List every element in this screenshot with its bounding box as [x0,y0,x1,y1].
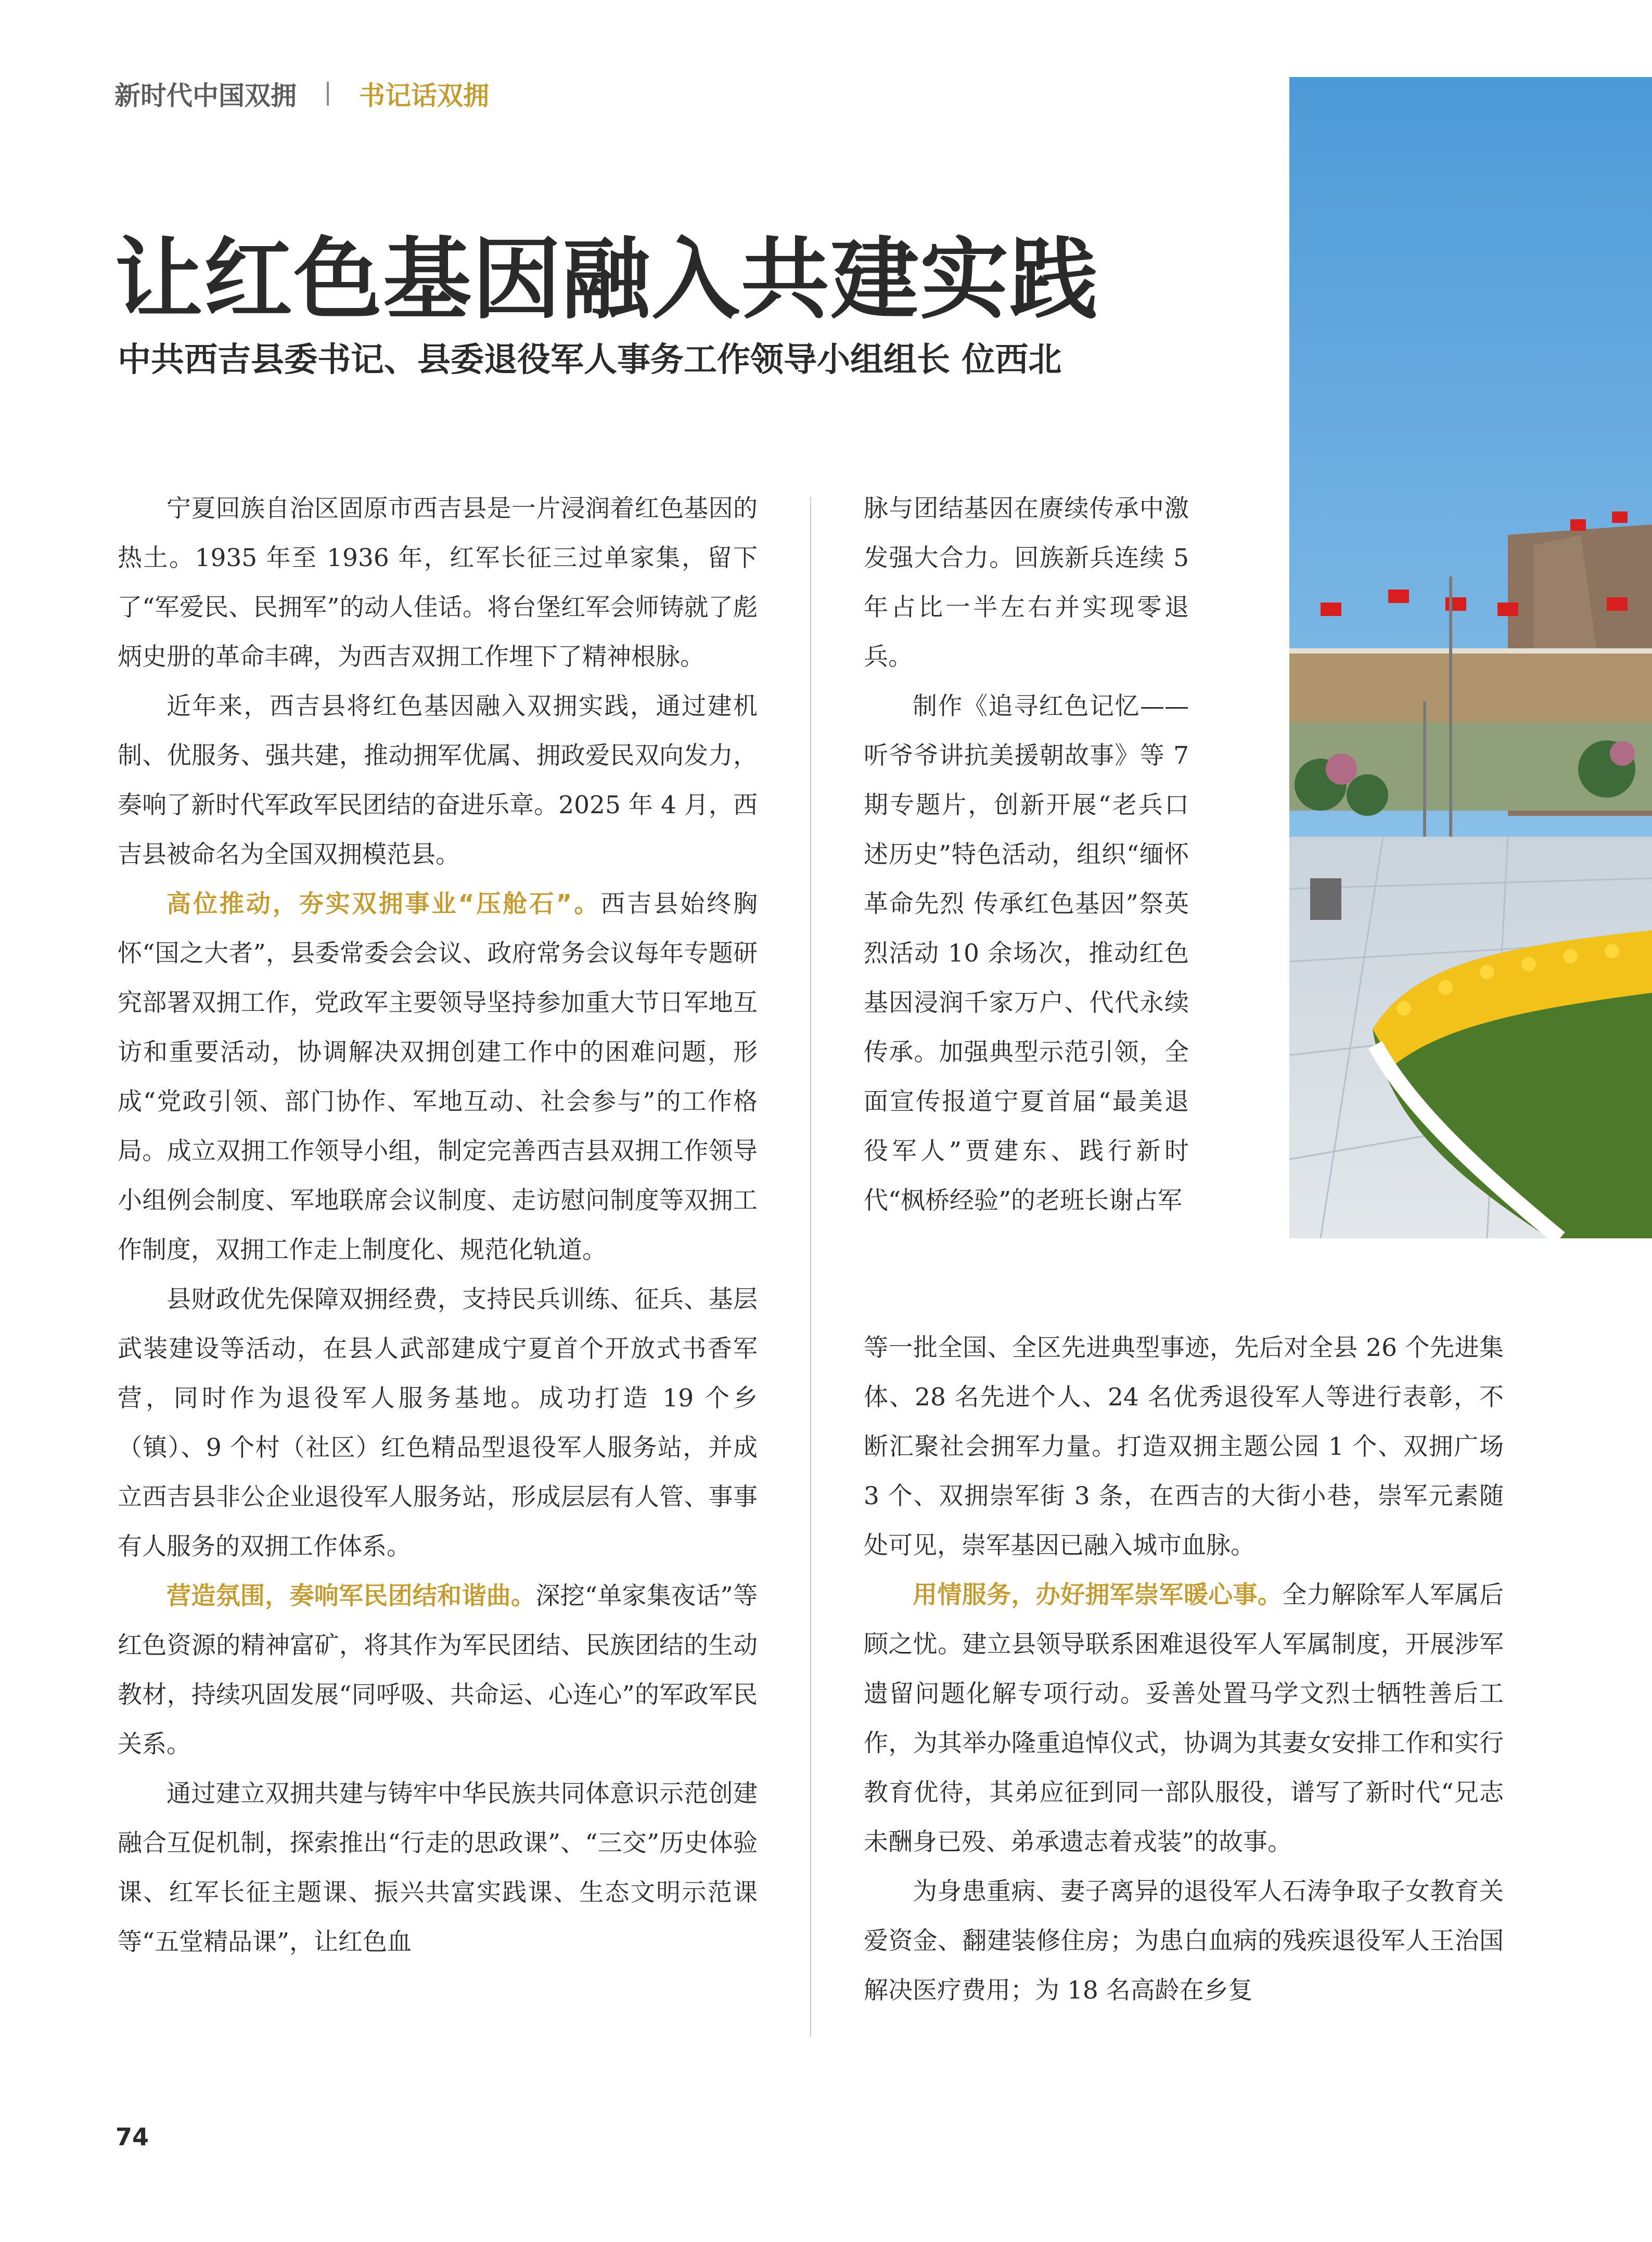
paragraph-body: 全力解除军人军属后顾之忧。建立县领导联系困难退役军人军属制度，开展涉军遗留问题化解专项行动。妥善处置马学文烈士牺牲善后工作，为其举办隆重追悼仪式，协调为其妻女安排工作和实行教育优待，其弟应征到同一部队服役，谱写了新时代“兄志未酬身已殁、弟承遗志着戎装”的故事。 [864,1581,1504,1856]
page-number: 74 [116,2123,149,2151]
paragraph-body: 深挖“单家集夜话”等红色资源的精神富矿，将其作为军民团结、民族团结的生动教材，持续巩固发展“同呼吸、共命运、心连心”的军政军民关系。 [118,1582,758,1759]
paragraph: 近年来，西吉县将红色基因融入双拥实践，通过建机制、优服务、强共建，推动拥军优属、拥政爱民双向发力，奏响了新时代军政军民团结的奋进乐章。2025 年 4 月，西吉县被命名为全国双拥模范县。 [118,692,758,869]
header-divider [327,82,329,106]
section-name: 新时代中国双拥 [114,81,297,111]
paragraph [864,1570,1504,1867]
monument-photo [1289,77,1652,1238]
column-divider [810,497,811,2037]
text-column-right-wide [864,1323,1504,2015]
column-name: 书记话双拥 [359,81,489,111]
section-lead: 营造氛围，奏响军民团结和谐曲。 [167,1582,536,1610]
paragraph-body: 西吉县始终胸怀“国之大者”，县委常委会会议、政府常务会议每年专题研究部署双拥工作，党政军主要领导坚持参加重大节日军地互访和重要活动，协调解决双拥创建工作中的困难问题，形成“党政引领、部门协作、军地互动、社会参与”的工作格局。成立双拥工作领导小组，制定完善西吉县双拥工作领导小组例会制度、军地联席会议制度、走访慰问制度等双拥工作制度，双拥工作走上制度化、规范化轨道。 [118,890,758,1264]
section-lead: 用情服务，办好拥军崇军暖心事。 [913,1581,1283,1609]
article-title: 让红色基因融入共建实践 [114,227,1099,331]
text-column-left [118,484,758,1967]
paragraph: 脉与团结基因在赓续传承中激发强大合力。回族新兵连续 5 年占比一半左右并实现零退兵。 [864,494,1189,671]
text-column-right-narrow [864,484,1189,1225]
paragraph: 通过建立双拥共建与铸牢中华民族共同体意识示范创建融合互促机制，探索推出“行走的思政课”、“三交”历史体验课、红军长征主题课、振兴共富实践课、生态文明示范课等“五堂精品课”，让红色血 [118,1779,758,1956]
running-header [114,73,489,114]
paragraph: 制作《追寻红色记忆——听爷爷讲抗美援朝故事》等 7 期专题片，创新开展“老兵口述历史”特色活动，组织“缅怀革命先烈 传承红色基因”祭英烈活动 10 余场次，推动红色基因浸润千家万户、代代永续传承。加强典型示范引领，全面宣传报道宁夏首届“最美退役军人”贾建东、践行新时代“枫桥经验”的老班长谢占军 [864,692,1189,1215]
paragraph: 等一批全国、全区先进典型事迹，先后对全县 26 个先进集体、28 名先进个人、24 名优秀退役军人等进行表彰，不断汇聚社会拥军力量。打造双拥主题公园 1 个、双拥广场 3 个、双拥崇军街 3 条，在西吉的大街小巷，崇军元素随处可见，崇军基因已融入城市血脉。 [864,1334,1504,1560]
section-lead: 高位推动，夯实双拥事业“压舱石”。 [167,890,601,918]
paragraph: 县财政优先保障双拥经费，支持民兵训练、征兵、基层武装建设等活动，在县人武部建成宁夏首个开放式书香军营，同时作为退役军人服务基地。成功打造 19 个乡（镇）、9 个村（社区）红色精品型退役军人服务站，并成立西吉县非公企业退役军人服务站，形成层层有人管、事事有人服务的双拥工作体系。 [118,1285,758,1561]
paragraph: 宁夏回族自治区固原市西吉县是一片浸润着红色基因的热土。1935 年至 1936 年，红军长征三过单家集，留下了“军爱民、民拥军”的动人佳话。将台堡红军会师铸就了彪炳史册的革命丰碑，为西吉双拥工作埋下了精神根脉。 [118,494,758,671]
article-subtitle: 中共西吉县委书记、县委退役军人事务工作领导小组组长 位西北 [118,341,1062,379]
paragraph [118,1571,758,1769]
paragraph: 为身患重病、妻子离异的退役军人石涛争取子女教育关爱资金、翻建装修住房；为患白血病的残疾退役军人王治国解决医疗费用；为 18 名高龄在乡复 [864,1877,1504,2005]
paragraph [118,879,758,1275]
